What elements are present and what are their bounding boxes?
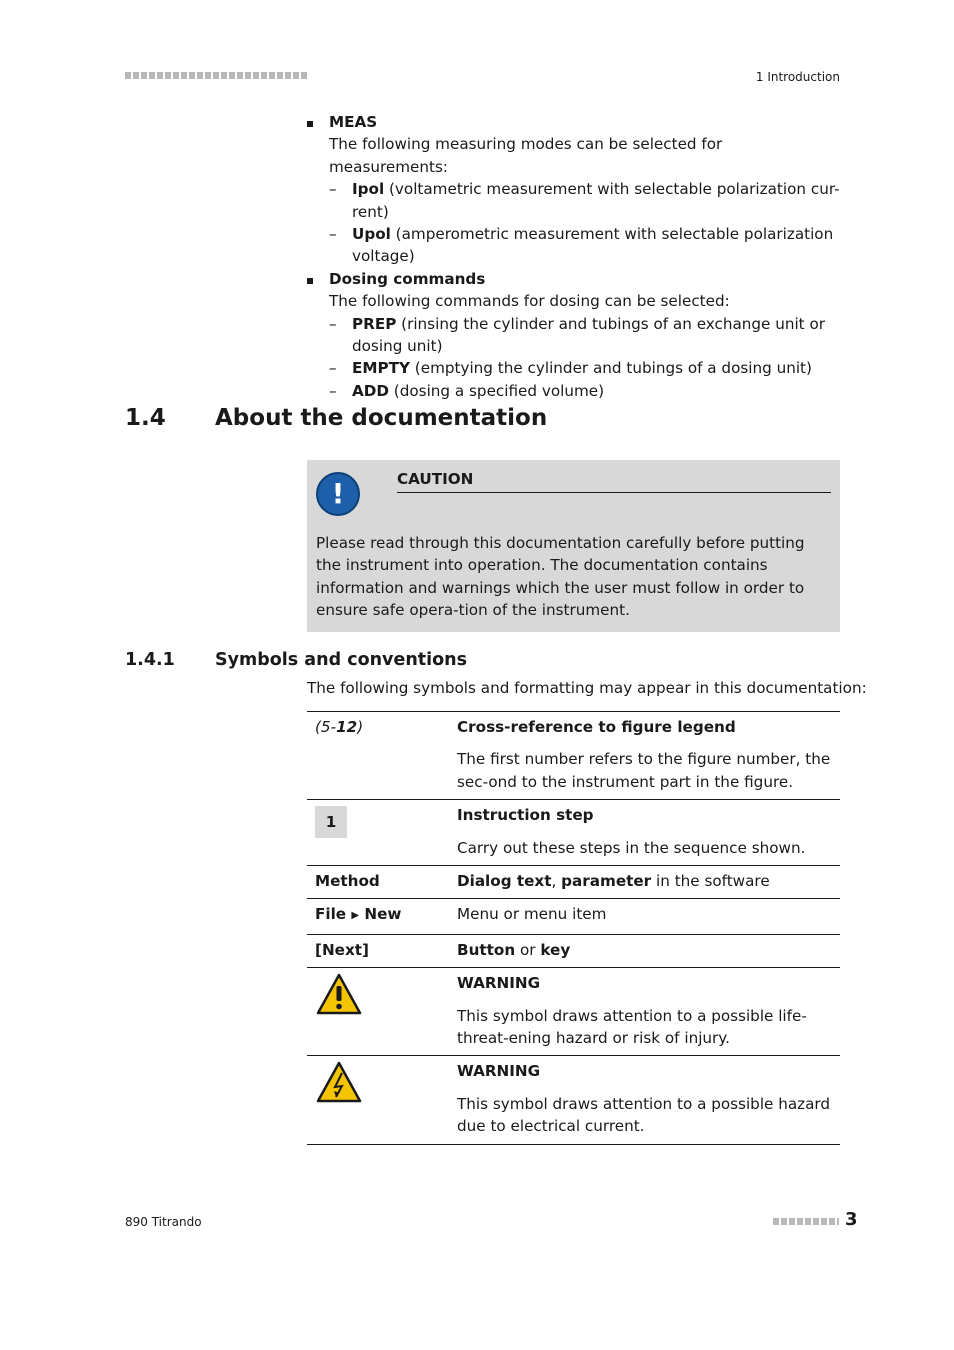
section-title: About the documentation <box>215 405 548 431</box>
footer-product: 890 Titrando <box>125 1215 202 1229</box>
symbol-cell <box>307 1056 457 1144</box>
menu-name: File <box>315 905 347 924</box>
page-number: 3 <box>845 1209 858 1230</box>
table-row <box>307 712 840 800</box>
description-cell <box>457 712 840 800</box>
section-heading <box>125 405 547 431</box>
row-title: Cross-reference to figure legend <box>457 718 736 736</box>
term: PREP <box>352 314 397 333</box>
symbol-cell <box>307 800 457 866</box>
row-desc: This symbol draws attention to a possible hazard due to electrical current. <box>457 1094 831 1136</box>
list-item <box>307 268 842 313</box>
exclamation-icon: ! <box>316 472 360 516</box>
list-item-intro: The following measuring modes can be selected for measurements: <box>329 135 723 176</box>
bold-text: Dialog text <box>457 872 552 891</box>
symbols-table <box>307 711 840 1145</box>
bold-text: key <box>540 940 571 959</box>
dash-icon: – <box>329 359 337 378</box>
list-item-intro: The following commands for dosing can be selected: <box>329 292 730 311</box>
bullet-icon <box>307 278 313 284</box>
plain-text: in the software <box>651 872 770 891</box>
bold-text: parameter <box>561 872 652 891</box>
bullet-list <box>307 111 842 402</box>
table-row <box>307 968 840 1056</box>
term: ADD <box>352 381 389 400</box>
table-row <box>307 1056 840 1144</box>
bold-text: Button <box>457 940 516 959</box>
bullet-icon <box>307 121 313 127</box>
list-item-title: MEAS <box>329 113 378 131</box>
header-chapter: 1 Introduction <box>755 70 840 84</box>
symbol-cell: Method <box>315 872 380 891</box>
term-desc: (rinsing the cylinder and tubings of an exchange unit or dosing unit) <box>352 314 826 356</box>
term: Upol <box>352 225 391 244</box>
symbol-cell <box>307 712 457 800</box>
description-cell <box>457 800 840 866</box>
list-item-title: Dosing commands <box>329 269 486 288</box>
description-cell <box>457 968 840 1056</box>
xref-suffix: ) <box>357 718 364 736</box>
subsection-title: Symbols and conventions <box>215 650 468 670</box>
row-desc: This symbol draws attention to a possible life-threat-ening hazard or risk of injury. <box>457 1006 807 1048</box>
xref-number: 12 <box>336 718 358 736</box>
term-desc: (amperometric measurement with selectable polarization voltage) <box>352 225 834 266</box>
symbol-cell: [Next] <box>315 940 369 959</box>
intro-text: The following symbols and formatting may appear in this documentation: <box>307 679 867 697</box>
dash-icon: – <box>329 314 337 333</box>
sub-list-item <box>307 313 842 358</box>
plain-text: or <box>515 940 541 959</box>
row-desc: Carry out these steps in the sequence shown. <box>457 838 806 857</box>
header-decoration <box>125 72 307 79</box>
term: EMPTY <box>352 359 410 378</box>
warning-triangle-icon <box>315 972 363 1016</box>
menu-arrow-icon: ▶ <box>351 910 360 922</box>
sub-list-item <box>307 178 842 223</box>
list-item <box>307 111 842 178</box>
term-desc: (dosing a specified volume) <box>388 381 605 400</box>
table-row <box>307 899 840 934</box>
dash-icon: – <box>329 180 337 199</box>
caution-title: CAUTION <box>397 468 831 493</box>
table-row <box>307 866 840 899</box>
row-desc: The first number refers to the figure number, the sec-ond to the instrument part in the figure. <box>457 750 831 791</box>
table-row <box>307 934 840 967</box>
caution-box <box>307 460 840 632</box>
term: Ipol <box>352 180 385 199</box>
section-number: 1.4 <box>125 405 166 431</box>
sub-list-item <box>307 357 842 379</box>
term-desc: (voltametric measurement with selectable polarization cur-rent) <box>352 180 840 221</box>
row-title: WARNING <box>457 1062 541 1081</box>
table-row <box>307 800 840 866</box>
xref-prefix: (5- <box>315 718 337 736</box>
dash-icon: – <box>329 381 337 400</box>
description-cell: Menu or menu item <box>457 905 607 924</box>
footer-decoration <box>773 1218 839 1225</box>
sub-list-item <box>307 223 842 268</box>
term-desc: (emptying the cylinder and tubings of a dosing unit) <box>409 359 812 378</box>
description-cell <box>457 934 840 967</box>
symbol-cell <box>307 968 457 1056</box>
description-cell <box>457 1056 840 1144</box>
subsection-number: 1.4.1 <box>125 650 175 670</box>
dash-icon: – <box>329 225 337 244</box>
separator: , <box>551 872 562 891</box>
description-cell <box>457 866 840 899</box>
sub-list-item <box>307 380 842 402</box>
electrical-hazard-icon <box>315 1060 363 1104</box>
row-title: Instruction step <box>457 806 594 825</box>
caution-text: Please read through this documentation carefully before putting the instrument into operation. The documentation contains information and warnings which the user must follow in order to ensure safe opera-tion of the instrument. <box>316 534 805 620</box>
menu-item: New <box>364 905 402 924</box>
row-title: WARNING <box>457 974 541 993</box>
symbol-cell <box>307 899 457 934</box>
subsection-heading <box>125 650 467 670</box>
step-number-box: 1 <box>315 806 347 838</box>
